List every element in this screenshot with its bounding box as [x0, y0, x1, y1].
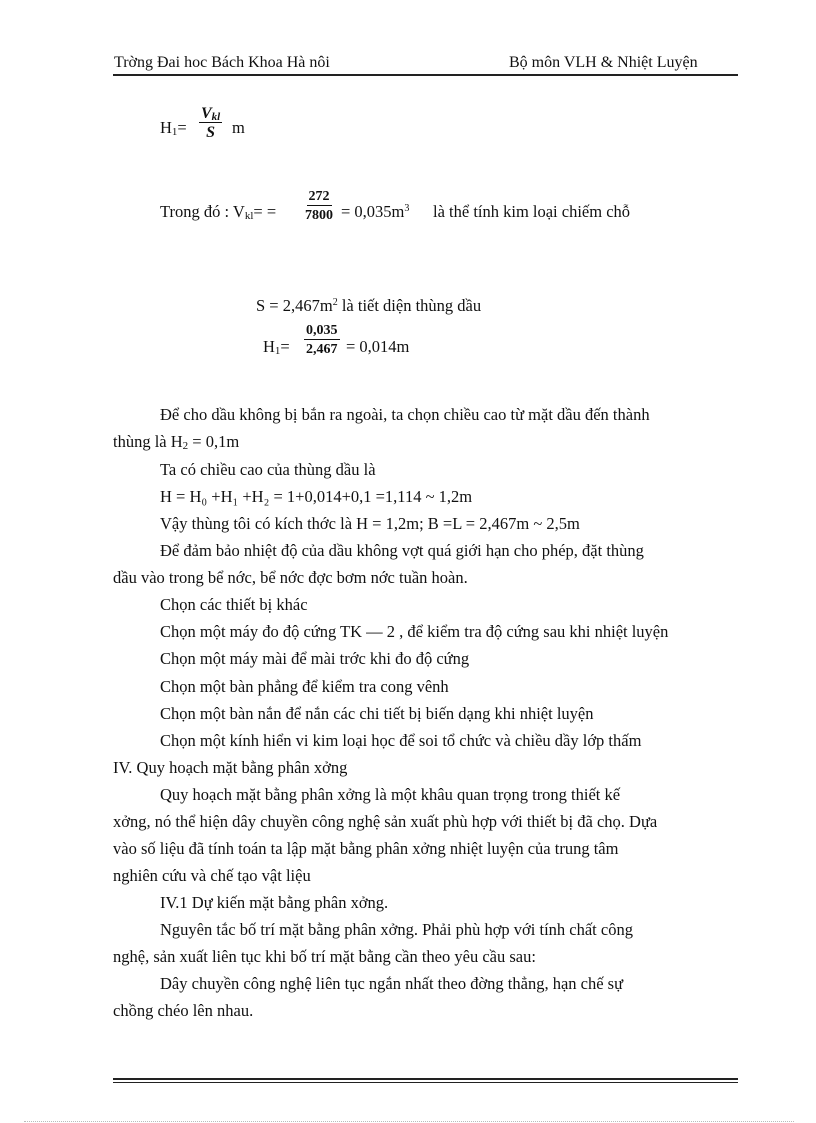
- paragraph-line: chồng chéo lên nhau.: [113, 1001, 254, 1020]
- paragraph-line: Quy hoạch mặt bằng phân xởng là một khâu quan trọng trong thiết kế: [160, 785, 621, 804]
- formula-h1-value-result: = 0,014m: [346, 337, 410, 356]
- section-heading: IV. Quy hoạch mặt bằng phân xởng: [113, 758, 348, 777]
- footer-rule-thin: [113, 1082, 738, 1083]
- paragraph-line: nghệ, sản xuất liên tục khi bố trí mặt bằng cần theo yêu cầu sau:: [113, 947, 536, 966]
- paragraph-line: Chọn một máy mài để mài trớc khi đo độ cứng: [160, 649, 470, 668]
- formula-h1-value-fraction: $\frac{0,035}{2,467}$: [306, 323, 338, 357]
- paragraph-line: Ta có chiều cao của thùng dầu là: [160, 460, 376, 479]
- formula-vkl-fraction: $\frac{272}{7800}$: [305, 189, 333, 223]
- paragraph-line: Vậy thùng tôi có kích thớc là H = 1,2m; B =L = 2,467m ~ 2,5m: [160, 514, 580, 533]
- paragraph-line: thùng là $H_2 = 0,1m$: [113, 432, 240, 452]
- header-left: Trờng Đai hoc Bách Khoa Hà nôi: [114, 54, 330, 71]
- formula-h1-lhs: $H_1=$: [160, 118, 187, 138]
- formula-h1-value-lhs: $H_1=$: [263, 337, 290, 357]
- footer-rule-thick: [113, 1078, 738, 1080]
- subsection-heading: IV.1 Dự kiến mặt bằng phân xởng.: [160, 893, 389, 912]
- formula-h1-unit: m: [232, 118, 245, 137]
- paragraph-line: Nguyên tắc bố trí mặt bằng phân xởng. Phải phù hợp với tính chất công: [160, 920, 633, 939]
- paragraph-line: Dây chuyền công nghệ liên tục ngắn nhất theo đờng thẳng, hạn chế sự: [160, 974, 624, 993]
- formula-vkl-result: = $0,035m^3$: [341, 202, 410, 221]
- paragraph-line: Chọn các thiết bị khác: [160, 595, 308, 614]
- paragraph-line: Chọn một bàn nắn để nắn các chi tiết bị biến dạng khi nhiệt luyện: [160, 704, 594, 723]
- paragraph-line: dầu vào trong bể nớc, bể nớc đợc bơm nớc tuần hoàn.: [113, 568, 468, 587]
- paragraph-line: xởng, nó thể hiện dây chuyền công nghệ sản xuất phù hợp với thiết bị đã chọ. Dựa: [113, 812, 658, 831]
- paragraph-line: Chọn một kính hiển vi kim loại học để soi tổ chức và chiều dầy lớp thấm: [160, 731, 642, 750]
- paragraph-line: nghiên cứu và chế tạo vật liệu: [113, 866, 311, 885]
- header-right: Bộ môn VLH & Nhiệt Luyện: [509, 54, 698, 71]
- page-edge-dots: [24, 1121, 794, 1122]
- header-rule: [113, 74, 738, 76]
- paragraph-line: vào số liệu đã tính toán ta lập mặt bằng phân xởng nhiệt luyện của trung tâm: [113, 839, 619, 858]
- paragraph-line: H = H₀ +H₁ +H₂ = 1+0,014+0,1 =1,114 ~ 1,2m: [160, 487, 473, 506]
- paragraph-line: Để cho dầu không bị bắn ra ngoài, ta chọn chiều cao từ mặt dầu đến thành: [160, 405, 650, 424]
- paragraph-line: Chọn một bàn phẳng để kiểm tra cong vênh: [160, 677, 449, 696]
- formula-h1-fraction: $V_{kl}$ S: [201, 105, 221, 141]
- formula-vkl-prefix: Trong đó : $V_{kl}=$ =: [160, 202, 277, 222]
- paragraph-line: Để đảm bảo nhiệt độ của dầu không vợt quá giới hạn cho phép, đặt thùng: [160, 541, 644, 560]
- paragraph-line: Chọn một máy đo độ cứng TK — 2 , để kiểm tra độ cứng sau khi nhiệt luyện: [160, 622, 669, 641]
- formula-s: $S = 2,467m^2$ là tiết diện thùng dầu: [256, 296, 482, 315]
- formula-vkl-description: là thể tính kim loại chiếm chỗ: [433, 202, 631, 221]
